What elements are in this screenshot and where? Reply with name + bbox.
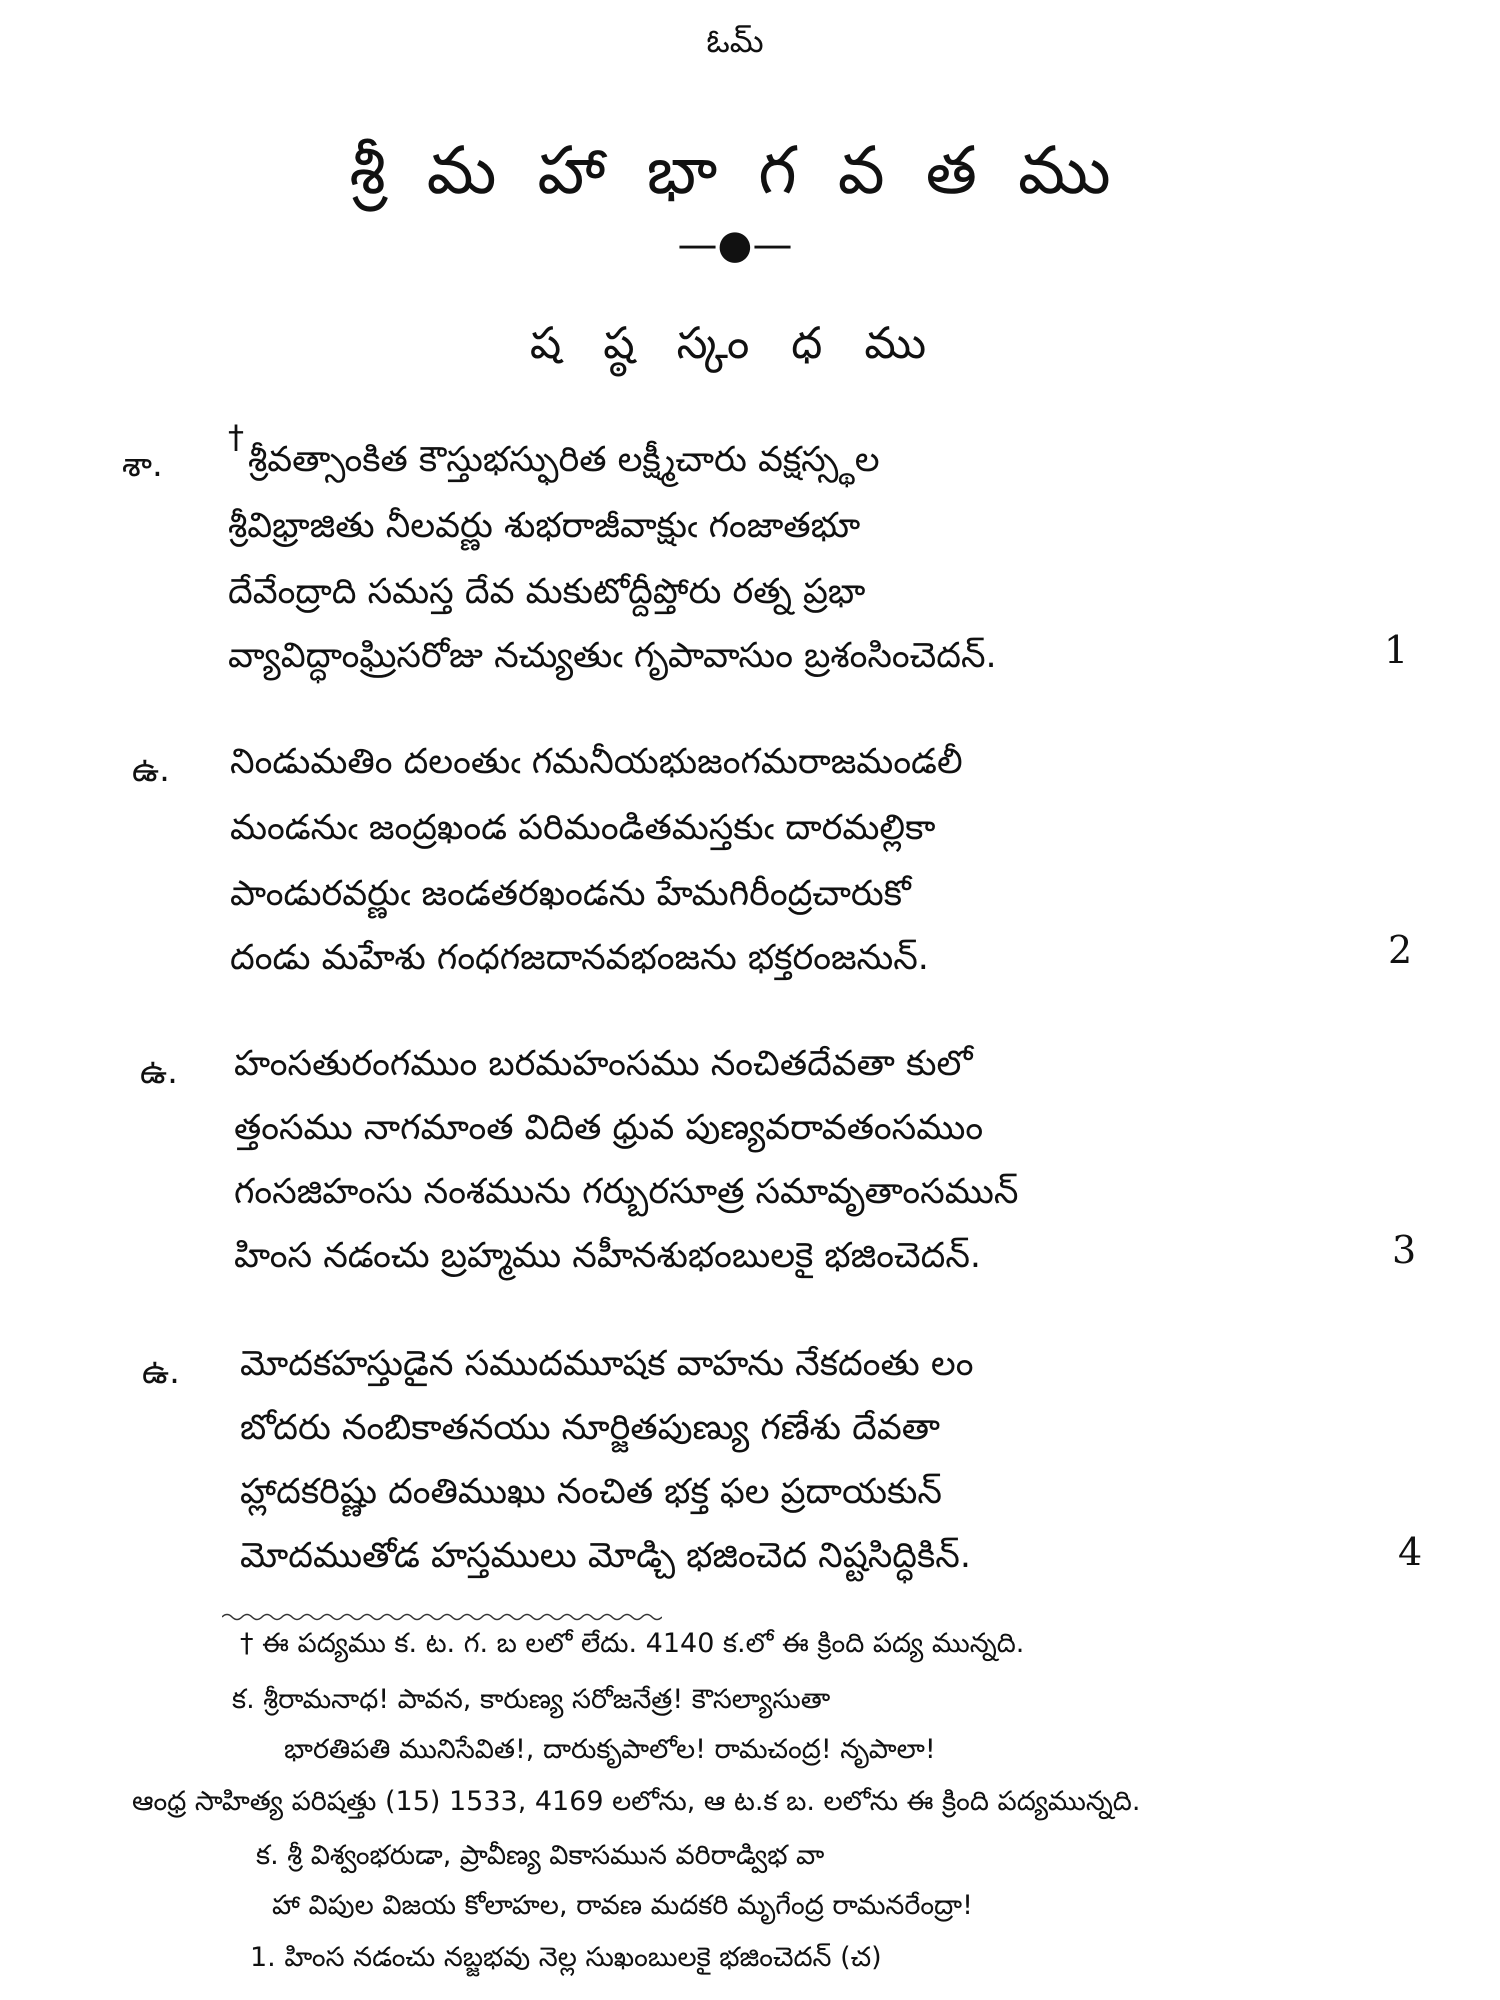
footnote-separator [222,1612,662,1622]
verse-meter-tag: ఉ. [140,1052,178,1092]
title-ornament: —●— [677,222,793,268]
verse-line: పాండురవర్ణుఁ జండతరఖండను హేమగిరీంద్రచారుకో [230,874,911,914]
verse-line: వ్యావిద్ధాంఘ్రిసరోజు నచ్యుతుఁ గృపావాసుం బ్రశంసించెదన్. [228,636,997,676]
verse-number: 1 [1384,628,1409,672]
verse-line: హింస నడంచు బ్రహ్మము నహీనశుభంబులకై భజించెదన్. [234,1236,982,1276]
footnote-line: క. శ్రీ విశ్వంభరుడా, ప్రావీణ్య వికాసమున వరిరాడ్విభ వా [256,1840,825,1871]
footnote-line: 1. హింస నడంచు నబ్జభవు నెల్ల సుఖంబులకై భజించెదన్ (చ) [250,1942,882,1973]
footnote-line: హా విపుల విజయ కోలాహల, రావణ మదకరి మృగేంద్ర రామనరేంద్రా! [272,1890,973,1921]
footnote-line: క. శ్రీరామనాధ! పావన, కారుణ్య సరోజనేత్ర! కౌసల్యాసుతా [232,1684,831,1715]
verse-line: బోదరు నంబికాతనయు నూర్జితపుణ్యు గణేశు దేవతా [240,1408,940,1448]
verse-line: దేవేంద్రాది సమస్త దేవ మకుటోద్దీప్తోరు రత్న ప్రభా [228,572,866,612]
verse-line: శ్రీవత్సాంకిత కౌస్తుభస్ఫురిత లక్ష్మీచారు వక్షస్స్థల [248,440,880,480]
verse-line: హంసతురంగముం బరమహంసము నంచితదేవతా కులో [234,1044,973,1084]
footnote-line: భారతిపతి మునిసేవిత!, దారుకృపాలోల! రామచంద్ర! నృపాలా! [284,1734,936,1765]
verse-number: 2 [1388,928,1413,972]
verse-line: నిండుమతిం దలంతుఁ గమనీయభుజంగమరాజమండలీ [230,742,963,782]
book-title: శ్రీ మ హా భా గ వ త ము [349,132,1121,209]
verse-meter-tag: ఉ. [132,750,170,790]
verse-number: 3 [1392,1228,1417,1272]
verse-meter-tag: శా. [122,445,163,485]
verse-number: 4 [1398,1530,1423,1574]
verse-line: శ్రీవిభ్రాజితు నీలవర్ణు శుభరాజీవాక్షుఁ గంజాతభూ [228,506,861,546]
verse-line: మోదముతోడ హస్తములు మోడ్చి భజించెద నిష్టసిద్ధికిన్. [240,1536,971,1576]
om-heading: ఓమ్ [706,22,764,60]
footnote-line: † ఈ పద్యము క. ట. గ. బ లలో లేదు. 4140 క.లో ఈ క్రింది పద్య మున్నది. [240,1628,1025,1659]
verse-meter-tag: ఉ. [142,1352,180,1392]
verse-line: మోదకహస్తుడైన సముదమూషక వాహను నేకదంతు లం [240,1344,974,1384]
verse-line: హ్లాదకరిష్ణు దంతిముఖు నంచిత భక్త ఫల ప్రదాయకున్ [240,1472,942,1512]
verse-line: గంసజిహంసు నంశమును గర్బురసూత్ర సమావృతాంసమున్ [234,1172,1019,1212]
verse-line: త్తంసము నాగమాంత విదిత ధ్రువ పుణ్యవరావతంసముం [234,1108,984,1148]
footnote-line: ఆంధ్ర సాహిత్య పరిషత్తు (15) 1533, 4169 లలోను, ఆ ట.క బ. లలోను ఈ క్రింది పద్యమున్నది. [132,1786,1141,1817]
skandha-heading: ష ష్ఠ స్కం ధ ము [529,318,941,369]
verse-line: దండు మహేశు గంధగజదానవభంజను భక్తరంజనున్. [230,938,929,978]
verse-line: మండనుఁ జంద్రఖండ పరిమండితమస్తకుఁ దారమల్లికా [230,808,936,848]
dagger-mark: † [228,418,244,456]
